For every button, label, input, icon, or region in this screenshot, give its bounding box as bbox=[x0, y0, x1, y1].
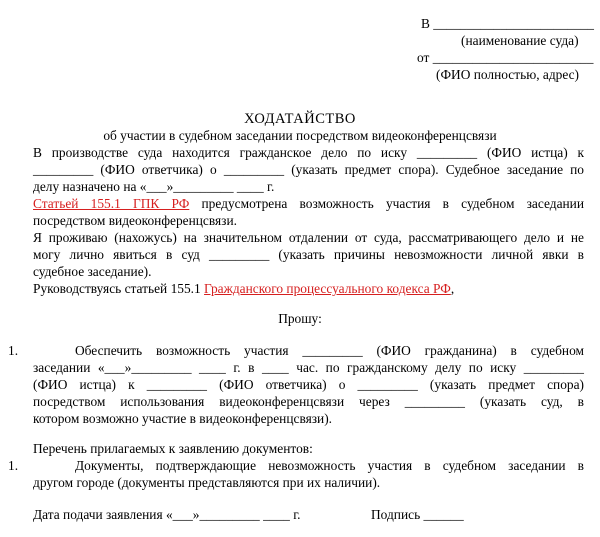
attachment-line1: Документы, подтверждающие невозможность участия в судебном заседании в bbox=[75, 458, 584, 473]
applicant-line: от ________________________ bbox=[417, 50, 594, 65]
gpk-article-link[interactable]: Статьей 155.1 ГПК РФ bbox=[33, 196, 190, 211]
court-caption: (наименование суда) bbox=[461, 33, 579, 48]
para2-line1 bbox=[33, 196, 584, 212]
request-heading: Прошу: bbox=[278, 311, 322, 326]
request-line4: посредством использования видеоконференцсвязи через _________ (указать суд, в bbox=[33, 394, 584, 409]
request-line3: (ФИО истца) к _________ (ФИО ответчика) о _________ (указать предмет спора) bbox=[33, 377, 584, 392]
submission-date: Дата подачи заявления «___»_________ ____ г. bbox=[33, 507, 301, 522]
attachments-heading: Перечень прилагаемых к заявлению документов: bbox=[33, 441, 313, 456]
request-line1: Обеспечить возможность участия _________ (ФИО гражданина) в судебном bbox=[75, 343, 584, 358]
request-line2: заседании «___»_________ ____ г. в ____ час. по гражданскому делу по иску _________ bbox=[33, 360, 584, 375]
para4-suffix: , bbox=[450, 281, 455, 296]
para3-line1: Я проживаю (нахожусь) на значительном отдалении от суда, рассматривающего дело и не bbox=[33, 230, 584, 245]
para3-line2: могу лично явиться в суд _________ (указать причины невозможности личной явки в bbox=[33, 247, 584, 262]
para1-line1: В производстве суда находится гражданское дело по иску _________ (ФИО истца) к bbox=[33, 145, 584, 160]
signature-line: Подпись ______ bbox=[371, 507, 464, 522]
request-item-number: 1. bbox=[8, 343, 19, 358]
para4-line bbox=[33, 281, 454, 297]
para1-line3: делу назначено на «___»_________ ____ г. bbox=[33, 179, 275, 194]
applicant-caption: (ФИО полностью, адрес) bbox=[436, 67, 580, 82]
document-title: ХОДАТАЙСТВО bbox=[244, 111, 356, 127]
document-subtitle: об участии в судебном заседании посредством видеоконференцсвязи bbox=[103, 128, 497, 143]
para1-line2: _________ (ФИО ответчика) о _________ (указать предмет спора). Судебное заседание по bbox=[33, 162, 584, 177]
para2-line2: посредством видеоконференцсвязи. bbox=[33, 213, 237, 228]
attachment-item-number: 1. bbox=[8, 458, 19, 473]
court-line: В ________________________ bbox=[421, 16, 594, 31]
request-line5: котором возможно участие в видеоконференцсвязи). bbox=[33, 411, 333, 426]
gpk-code-link[interactable]: Гражданского процессуального кодекса РФ bbox=[204, 281, 451, 296]
para4-prefix: Руководствуясь статьей 155.1 bbox=[33, 281, 205, 296]
para3-line3: судебное заседание). bbox=[33, 264, 152, 279]
para2-line1-text: предусмотрена возможность участия в судебном заседании bbox=[189, 196, 585, 211]
attachment-line2: другом городе (документы представляются при их наличии). bbox=[33, 475, 381, 490]
